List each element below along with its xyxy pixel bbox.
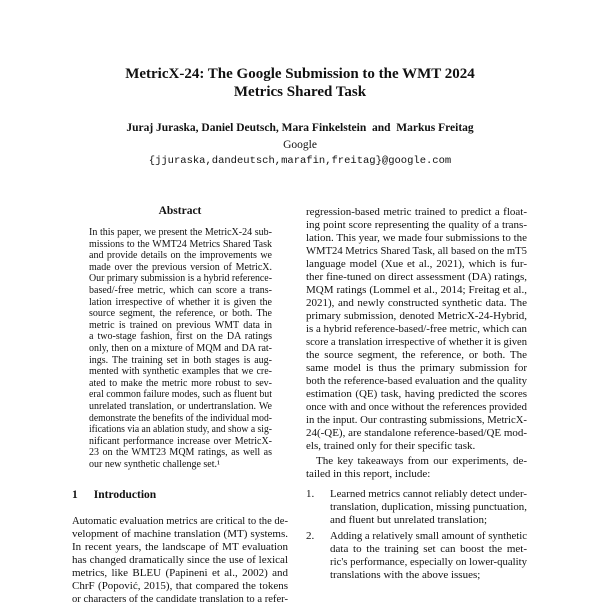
list-number: 1. <box>306 488 315 500</box>
text-line: 23 on the WMT23 MQM ratings, as well as <box>89 447 272 459</box>
text-line: metrics, like BLEU (Papineni et al., 2002) and <box>72 567 288 579</box>
introduction-body <box>72 515 288 606</box>
text-line: primary submission, denoted MetricX-24-Hybrid, <box>306 310 527 322</box>
text-line: a two-stage fashion, first on the DA ratings <box>89 331 272 343</box>
text-line: nificant performance increase over MetricX- <box>89 435 272 447</box>
abstract-body <box>89 227 272 470</box>
text-line: lation. This year, we made four submissions to the <box>306 232 527 244</box>
text-line: data to the training set can boost the met- <box>330 543 527 555</box>
list-item <box>306 530 527 582</box>
text-line: once with and once without the references provided <box>306 401 527 413</box>
authors: Juraj Juraska, Daniel Deutsch, Mara Finkelstein and Markus Freitag <box>126 122 474 134</box>
text-line: the source segment, the reference, or both. The <box>306 349 527 361</box>
text-line: source segment, the reference, or both. The <box>89 308 272 320</box>
text-line: ifications via an ablation study, and show a sig- <box>89 424 272 436</box>
text-line: and fluent but unrelated translation; <box>330 514 488 526</box>
text-line: and provide details on the improvements we <box>89 250 272 262</box>
text-line: score a translation irrespective of whether it is given <box>306 336 527 348</box>
text-line: MQM ratings (Lommel et al., 2014; Freitag et al., <box>306 284 527 296</box>
text-line: ther fine-tuned on direct assessment (DA) ratings, <box>306 271 527 283</box>
takeaways-list <box>306 488 527 585</box>
paper-title-line-2: Metrics Shared Task <box>233 84 367 100</box>
abstract-heading: Abstract <box>158 205 202 217</box>
text-line: Automatic evaluation metrics are critical to the de- <box>72 515 288 527</box>
section-title: Introduction <box>93 489 157 501</box>
text-line: 2021), and newly constructed synthetic data. The <box>306 297 527 309</box>
text-line: tailed in this report, include: <box>306 468 431 480</box>
section-heading <box>72 489 156 501</box>
text-line: In this paper, we present the MetricX-24 sub- <box>89 227 272 238</box>
text-line: is a hybrid reference-based/-free metric, which can <box>306 323 527 335</box>
text-line: In recent years, the landscape of MT evaluation <box>72 541 288 553</box>
text-line: velopment of machine translation (MT) systems. <box>72 528 288 540</box>
text-line: els, trained only for their specific task. <box>306 440 476 452</box>
text-line: both the reference-based evaluation and the quality <box>306 375 527 387</box>
text-line: made over the previous version of MetricX. <box>89 261 272 273</box>
text-line: WMT24 Metrics Shared Task, all based on the mT5 <box>306 245 527 257</box>
text-line: metric is trained on previous WMT data in <box>89 319 272 331</box>
text-line: Learned metrics cannot reliably detect under- <box>330 488 527 500</box>
list-number: 2. <box>306 530 315 542</box>
paper-title-line-1: MetricX-24: The Google Submission to the WMT 2024 <box>125 66 475 82</box>
text-line: missions to the WMT24 Metrics Shared Task <box>89 238 272 250</box>
text-line: ated to make the metric more robust to sev- <box>89 377 272 389</box>
text-line: translation, duplication, missing punctuation, <box>330 501 527 513</box>
text-line: language model (Xue et al., 2021), which is fur- <box>306 258 527 270</box>
text-line: same model is thus the primary submission for <box>306 362 527 374</box>
text-line: ing point score representing the quality of a trans- <box>306 219 527 231</box>
text-line: based/-free metric, which can score a trans- <box>89 284 272 296</box>
text-line: eral common failure modes, such as fluent but <box>89 389 272 401</box>
text-line: translations with the above issues; <box>330 569 481 581</box>
text-line: ric's performance, especially on lower-quality <box>330 556 527 568</box>
text-line: ings. The training set in both stages is aug- <box>89 354 272 366</box>
list-item <box>306 488 527 527</box>
right-column-body <box>306 206 527 453</box>
text-line: The key takeaways from our experiments, de- <box>316 455 527 467</box>
affiliation: Google <box>283 139 317 151</box>
text-line: 24(-QE), are standalone reference-based/QE mod- <box>306 427 527 439</box>
emails: {jjuraska,dandeutsch,marafin,freitag}@google.com <box>148 155 452 167</box>
text-line: has changed dramatically since the use of lexical <box>72 554 288 566</box>
text-line: regression-based metric trained to predict a float- <box>306 206 527 218</box>
text-line: Adding a relatively small amount of synthetic <box>330 530 527 542</box>
section-number: 1 <box>72 489 78 501</box>
text-line: lation irrespective of whether it is given the <box>89 296 272 308</box>
text-line: or characters of the candidate translation to a refer- <box>72 593 288 605</box>
text-line: unrelated translation, or undertranslation. We <box>89 400 272 412</box>
text-line: estimation (QE) task, having predicted the scores <box>306 388 527 400</box>
takeaways-intro <box>306 455 527 481</box>
text-line: Our primary submission is a hybrid reference- <box>89 273 272 285</box>
text-line: ChrF (Popović, 2015), that compared the tokens <box>72 580 288 592</box>
text-line: our new synthetic challenge set.¹ <box>89 458 221 470</box>
text-line: only, then on a mixture of MQM and DA rat- <box>89 342 272 354</box>
text-line: mented with synthetic examples that we cre- <box>89 366 272 378</box>
text-line: in the input. Our contrasting submissions, MetricX- <box>306 414 527 426</box>
text-line: demonstrate the benefits of the individual mod- <box>89 412 272 424</box>
